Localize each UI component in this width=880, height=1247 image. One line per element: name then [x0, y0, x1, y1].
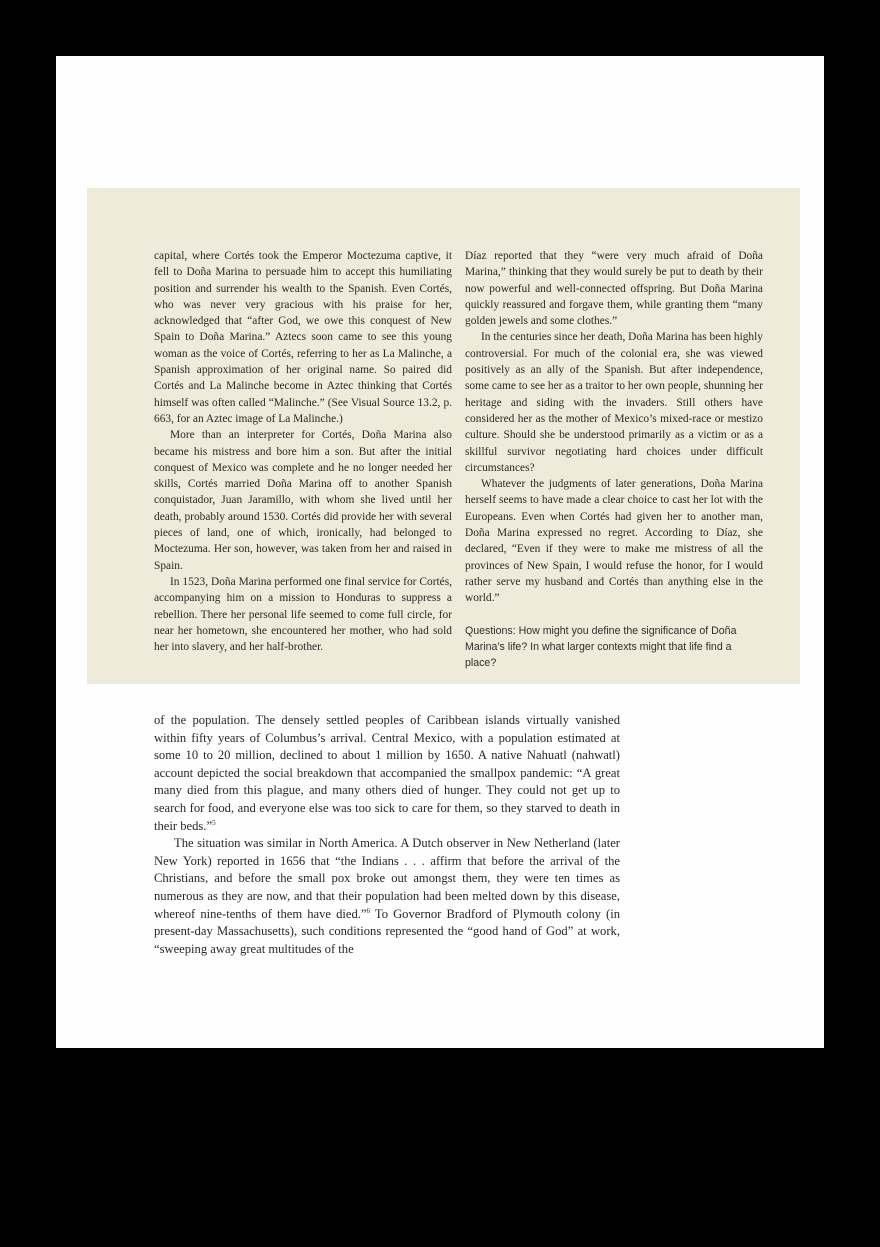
box-paragraph: capital, where Cortés took the Emperor Moctezuma captive, it fell to Doña Marina to persuade him to accept this humiliating position and surrender his wealth to the Spanish. Even Cortés, who was never very gracious with his praise for her, acknowledged that “after God, we owe this conquest of New Spain to Doña Marina.” Aztecs soon came to see this young woman as the voice of Cortés, referring to her as La Malinche, a Spanish approximation of her original name. So paired did Cortés and La Malinche become in Aztec thinking that Cortés himself was often called “Malinche.” (See Visual Source 13.2, p. 663, for an Aztec image of La Malinche.) [154, 250, 452, 425]
body-paragraph [154, 712, 620, 835]
body-paragraph-text: The situation was similar in North America. A Dutch observer in New Netherland (later New York) reported in 1656 that “the Indians . . . affirm that before the arrival of the Christians, and before the small pox broke out amongst them, they were ten times as numerous as they are now, and that their population had been melted down by this disease, whereof nine-tenths of them have died.” [154, 836, 620, 921]
box-paragraph: Whatever the judgments of later generations, Doña Marina herself seems to have made a clear choice to cast her lot with the Europeans. Even when Cortés had given her to another man, Doña Marina expressed no regret. According to Díaz, she declared, “Even if they were to make me mistress of all the provinces of New Spain, I would refuse the honor, for I would rather serve my husband and Cortés than anything else in the world.” [465, 478, 763, 605]
box-paragraph: In the centuries since her death, Doña Marina has been highly controversial. For much of the colonial era, she was viewed positively as an ally of the Spanish. But after independence, some came to see her as a traitor to her own people, shunning her heritage and siding with the invaders. Still others have considered her as the mother of Mexico’s mixed-race or mestizo culture. Should she be understood primarily as a victim or as a skillful survivor negotiating hard choices under difficult circumstances? [465, 331, 763, 474]
main-body-text [154, 712, 620, 958]
body-paragraph [154, 835, 620, 958]
body-paragraph-text: of the population. The densely settled peoples of Caribbean islands virtually vanished within fifty years of Columbus’s arrival. Central Mexico, with a population estimated at some 10 to 20 million, declined to about 1 million by 1650. A native Nahuatl (nahwatl) account depicted the social breakdown that accompanied the smallpox pandemic: “A great many died from this plague, and many others died of hunger. They could not get up to search for food, and everyone else was too sick to care for them, so they starved to death in their beds.” [154, 713, 620, 833]
box-paragraph: Díaz reported that they “were very much afraid of Doña Marina,” thinking that they would surely be put to death by their now powerful and well-connected offspring. But Doña Marina quickly reassured and forgave them, while granting them “many golden jewels and some clothes.” [465, 250, 763, 328]
discussion-questions: Questions: How might you define the significance of Doña Marina’s life? In what larger contexts might that life find a place? [465, 624, 737, 670]
footnote-marker[interactable]: 6 [366, 906, 371, 915]
box-left-column [154, 248, 452, 655]
feature-box [87, 188, 800, 684]
box-paragraph: In 1523, Doña Marina performed one final service for Cortés, accompanying him on a mission to Honduras to suppress a rebellion. There her personal life seemed to come full circle, for near her hometown, she encountered her mother, who had sold her into slavery, and her half-brother. [154, 575, 452, 654]
body-paragraph-text: To Governor Bradford of Plymouth colony (in present-day Massachusetts), such conditions represented the “good hand of God” at work, “sweeping away great multitudes of the [154, 906, 620, 956]
box-right-column [465, 248, 763, 671]
document-page [56, 56, 824, 1048]
box-paragraph: More than an interpreter for Cortés, Doña Marina also became his mistress and bore him a son. But after the initial conquest of Mexico was complete and he no longer needed her skills, Cortés married Doña Marina off to another Spanish conquistador, Juan Jaramillo, with whom she lived until her death, probably around 1530. Cortés did provide her with several pieces of land, one of which, ironically, had belonged to Moctezuma. Her son, however, was taken from her and raised in Spain. [154, 429, 452, 572]
footnote-marker[interactable]: 5 [212, 818, 216, 827]
